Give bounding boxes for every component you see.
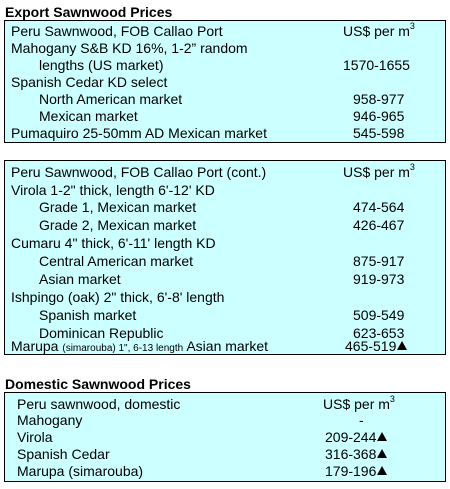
row-label: Spanish market (39, 307, 137, 323)
row-label: Mahogany S&B KD 16%, 1-2” random (11, 40, 248, 56)
row-label: North American market (39, 91, 183, 107)
row-label: Marupa (simarouba) (17, 463, 144, 479)
row-value: 623-653 (353, 325, 405, 341)
table-row (5, 428, 445, 446)
table-row (5, 306, 445, 324)
row-value: 919-973 (353, 271, 405, 287)
row-value: 209-244 (325, 428, 387, 446)
row-value: 474-564 (353, 199, 405, 215)
row-value: 946-965 (353, 108, 405, 124)
header-label: Peru sawnwood, domestic (17, 396, 181, 412)
row-value: 465-519 (345, 337, 407, 355)
row-label: Spanish Cedar (17, 446, 110, 462)
domestic-prices-table (4, 392, 446, 482)
table-row (5, 181, 445, 199)
row-value: 1570-1655 (343, 57, 410, 73)
export-prices-title: Export Sawnwood Prices (5, 4, 173, 20)
row-label: Virola 1-2" thick, length 6'-12' KD (11, 182, 215, 198)
export-prices-cont-table (4, 160, 446, 355)
up-arrow-icon (377, 449, 387, 458)
up-arrow-icon (377, 432, 387, 441)
row-value: 545-598 (353, 125, 405, 141)
table-header (5, 22, 445, 40)
row-label: Grade 1, Mexican market (39, 199, 197, 215)
table-row (5, 107, 445, 125)
row-label: Dominican Republic (39, 325, 164, 341)
row-label: Pumaquiro 25-50mm AD Mexican market (11, 125, 267, 141)
table-row (5, 124, 445, 142)
table-row (5, 462, 445, 480)
header-label: Peru Sawnwood, FOB Callao Port (11, 23, 223, 39)
row-label: Asian market (39, 271, 121, 287)
row-value: 316-368 (325, 445, 387, 463)
row-value: 509-549 (353, 307, 405, 323)
table-row (5, 288, 445, 306)
table-row (5, 234, 445, 252)
table-row (5, 39, 445, 57)
unit-label: US$ per $m^3$ (343, 21, 415, 39)
table-row (5, 252, 445, 270)
table-row (5, 198, 445, 216)
table-header (5, 163, 445, 181)
row-value: 875-917 (353, 253, 405, 269)
domestic-prices-title: Domestic Sawnwood Prices (5, 376, 191, 392)
row-label: Central American market (39, 253, 194, 269)
table-row (5, 90, 445, 108)
table-row (5, 445, 445, 463)
row-label: lengths (US market) (39, 57, 164, 73)
row-label: Marupa (simarouba) 1", 6-13 length Asian market (11, 338, 269, 354)
row-label: Grade 2, Mexican market (39, 217, 197, 233)
table-row-marupa (5, 337, 445, 355)
up-arrow-icon (397, 341, 407, 350)
table-row (5, 270, 445, 288)
table-row (5, 411, 445, 429)
table-row (5, 216, 445, 234)
row-value: 958-977 (353, 91, 405, 107)
unit-label: US$ per $m^3$ (323, 394, 395, 412)
row-label: Ishpingo (oak) 2" thick, 6'-8' length (11, 289, 225, 305)
row-label: Virola (17, 429, 53, 445)
header-label: Peru Sawnwood, FOB Callao Port (cont.) (11, 164, 267, 180)
row-label: Cumaru 4" thick, 6'-11' length KD (11, 235, 216, 251)
export-prices-table (4, 20, 446, 143)
row-label: Mahogany (17, 412, 83, 428)
row-label: Spanish Cedar KD select (11, 74, 168, 90)
table-row (5, 73, 445, 91)
unit-label: US$ per $m^3$ (343, 162, 415, 180)
up-arrow-icon (377, 466, 387, 475)
row-value: - (359, 412, 364, 428)
row-value: 179-196 (325, 462, 387, 480)
table-row (5, 56, 445, 74)
row-value: 426-467 (353, 217, 405, 233)
row-label: Mexican market (39, 108, 138, 124)
